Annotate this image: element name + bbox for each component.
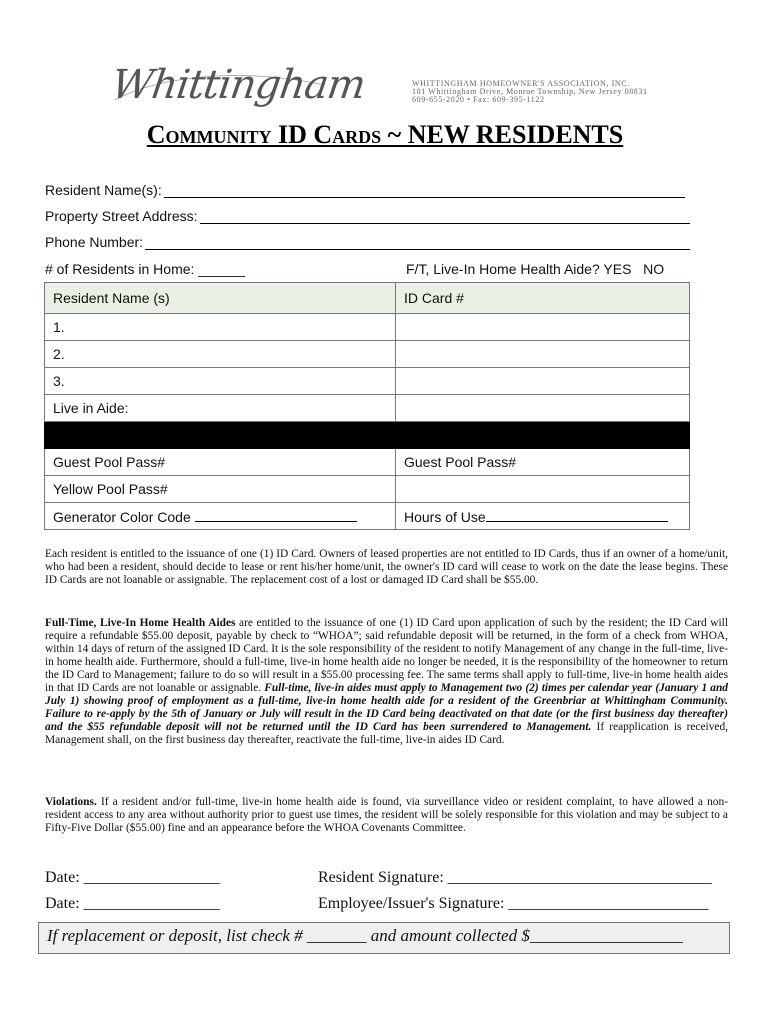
health-aide-tail: If reapplication is received, Management shall, on the first business day thereafter, reactivate the full-time, live-in aides ID Card.	[45, 721, 728, 746]
resident-names-label: Resident Name(s):	[45, 182, 162, 198]
id-card-table	[44, 282, 690, 530]
live-in-aide-label: Live in Aide:	[45, 395, 396, 422]
divider-cell	[45, 422, 396, 449]
resident-row-2-label: 2.	[45, 341, 396, 368]
association-name: WHITTINGHAM HOMEOWNER'S ASSOCIATION, INC.	[412, 79, 630, 88]
resident-row-3-label: 3.	[45, 368, 396, 395]
health-aide-paragraph	[45, 617, 728, 747]
table-row[interactable]	[45, 449, 690, 476]
aide-question-label: F/T, Live-In Home Health Aide? YES NO	[406, 261, 665, 277]
yellow-pool-pass: Yellow Pool Pass#	[45, 476, 396, 503]
id-card-policy-paragraph: Each resident is entitled to the issuance of one (1) ID Card. Owners of leased properties are not entitled to ID Cards, thus if an owner of a home/unit, who had been a resident, should decide to lease or rent his/her home/unit, the owner's ID card will cease to work on the date the lease begins. These ID Cards are not loanable or assignable. The replacement cost of a lost or damaged ID Card shall be $55.00.	[45, 548, 728, 586]
health-aide-lead: Full-Time, Live-In Home Health Aides	[45, 617, 236, 629]
association-address: 101 Whittingham Drive, Monroe Township, New Jersey 08831	[412, 87, 648, 96]
table-row[interactable]	[45, 368, 690, 395]
street-address-label: Property Street Address:	[45, 208, 198, 224]
hours-line	[486, 508, 668, 522]
street-address-field[interactable]	[45, 208, 690, 224]
generator-color-code[interactable]	[45, 503, 396, 530]
phone-label: Phone Number:	[45, 234, 144, 250]
table-row[interactable]	[45, 395, 690, 422]
replacement-deposit-box[interactable]	[38, 922, 730, 954]
table-header-row	[45, 283, 690, 314]
violations-body: If a resident and/or full-time, live-in home health aide is found, via surveillance video or resident complaint, to have allowed a non-resident access to any area without authority prior to guest use times, the resident will be solely responsible for this violation and may be subject to a Fifty-Five Dollar ($55.00) fine and an appearance before the WHOA Covenants Committee.	[45, 796, 728, 834]
generator-label: Generator Color Code	[53, 508, 191, 525]
divider-cell	[396, 422, 690, 449]
hours-of-use[interactable]	[396, 503, 690, 530]
resident-row-2-id[interactable]	[396, 341, 690, 368]
live-in-aide-id[interactable]	[396, 395, 690, 422]
association-phone: 609-655-2020 • Fax: 609-395-1122	[412, 95, 545, 104]
table-row[interactable]	[45, 476, 690, 503]
resident-signature-field[interactable]: Resident Signature: _________________________________	[318, 869, 712, 886]
resident-row-1-label: 1.	[45, 314, 396, 341]
resident-row-3-id[interactable]	[396, 368, 690, 395]
page-title: Community ID Cards ~ NEW RESIDENTS	[146, 120, 624, 149]
residents-count-field[interactable]	[45, 261, 245, 277]
guest-pool-pass-2: Guest Pool Pass#	[396, 449, 690, 476]
table-row[interactable]	[45, 503, 690, 530]
guest-pool-pass-1: Guest Pool Pass#	[45, 449, 396, 476]
whittingham-logo: Whittingham	[108, 62, 368, 108]
health-aide-body: are entitled to the issuance of one (1) ID Card upon application of such by the resident; the ID Card will require a refundable $55.00 deposit, payable by check to “WHOA”; said refundable deposit will be returned, in the form of a check from WHOA, within 14 days of return of the assigned ID Card. It is the sole responsibility of the resident to notify Management of any change in the full-time, live-in home health aide. Furthermore, should a full-time, live-in home health aide no longer be needed, it is the responsibility of the homeowner to return the ID Card to Management; failure to do so will result in a $55.00 processing fee. The same terms shall apply to full-time, live-in home health aides in that ID Cards are not loanable or assignable.	[45, 617, 728, 694]
generator-line	[195, 508, 357, 522]
date-field-1[interactable]: Date: _________________	[45, 869, 220, 886]
health-aide-emphasis: Full-time, live-in aides must apply to Management two (2) times per calendar year (January 1 and July 1) showing proof of employment as a full-time, live-in home health aide for a resident of the Greenbriar at Whittingham Community. Failure to re-apply by the 5th of January or July will result in the ID Card being deactivated on that date (or the first business day thereafter) and the $55 refundable deposit will not be returned until the ID Card has been surrendered to Management.	[45, 682, 728, 733]
col-id-card-header: ID Card #	[396, 283, 690, 314]
hours-label: Hours of Use	[404, 508, 486, 525]
date-field-2[interactable]: Date: _________________	[45, 895, 220, 912]
association-info	[412, 80, 648, 104]
table-row[interactable]	[45, 341, 690, 368]
employee-signature-field[interactable]: Employee/Issuer's Signature: _________________________	[318, 895, 709, 912]
violations-paragraph	[45, 796, 728, 835]
resident-names-field[interactable]	[45, 182, 685, 198]
yellow-pool-pass-value[interactable]	[396, 476, 690, 503]
violations-lead: Violations.	[45, 796, 97, 808]
col-resident-name-header: Resident Name (s)	[45, 283, 396, 314]
residents-count-label: # of Residents in Home: ______	[45, 261, 246, 277]
aide-question[interactable]	[406, 261, 664, 277]
replacement-note: If replacement or deposit, list check # _______ and amount collected $__________________	[47, 926, 683, 945]
resident-row-1-id[interactable]	[396, 314, 690, 341]
phone-field[interactable]	[45, 234, 690, 250]
black-divider-row	[45, 422, 690, 449]
table-row[interactable]	[45, 314, 690, 341]
